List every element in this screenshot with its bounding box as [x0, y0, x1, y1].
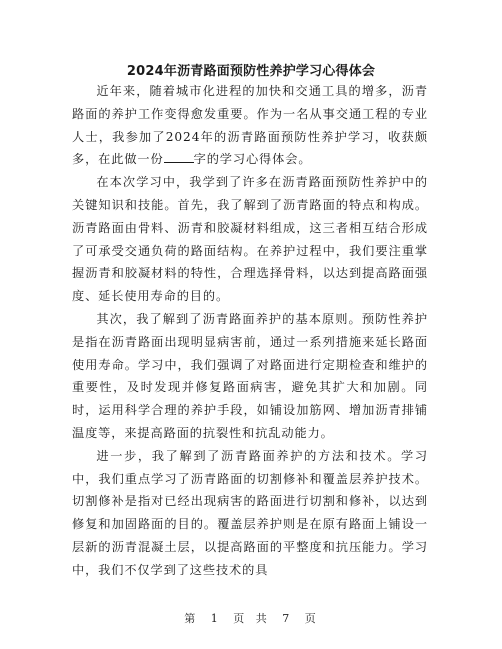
- footer-prefix: 第: [184, 612, 198, 625]
- paragraph-1-text-a: 近年来，随着城市化进程的加快和交通工具的增多，沥青路面的养护工作变得愈发重要。作为一名从事交通工程的专业人士，我参加了2024年的沥青路面预防性养护学习，收获颇多，在此做一份: [72, 84, 428, 167]
- document-body: [72, 80, 428, 582]
- paragraph-2: 在本次学习中，我学到了许多在沥青路面预防性养护中的关键知识和技能。首先，我了解到了沥青路面的特点和构成。沥青路面由骨料、沥青和胶凝材料组成，这三者相互结合形成了可承受交通负荷的路面结构。在养护过程中，我们要注重掌握沥青和胶凝材料的特性，合理选择骨料，以达到提高路面强度、延长使用寿命的目的。: [72, 175, 428, 304]
- page-footer: [0, 610, 502, 626]
- footer-middle: 页 共: [233, 612, 269, 625]
- paragraph-4: 进一步，我了解到了沥青路面养护的方法和技术。学习中，我们重点学习了沥青路面的切割修补和覆盖层养护技术。切割修补是指对已经出现病害的路面进行切割和修补，以达到修复和加固路面的目的。覆盖层养护则是在原有路面上铺设一层新的沥青混凝土层，以提高路面的平整度和抗压能力。学习中，我们不仅学到了这些技术的具: [72, 448, 428, 577]
- fill-in-blank: [164, 152, 194, 163]
- paragraph-1: [72, 80, 428, 171]
- footer-page-number: 1: [210, 612, 220, 625]
- footer-total-pages: 7: [282, 612, 292, 625]
- paragraph-1-text-b: 字的学习心得体会。: [193, 152, 312, 167]
- paragraph-3: 其次，我了解到了沥青路面养护的基本原则。预防性养护是指在沥青路面出现明显病害前，通过一系列措施来延长路面使用寿命。学习中，我们强调了对路面进行定期检查和维护的重要性，及时发现并修复路面病害，避免其扩大和加剧。同时，运用科学合理的养护手段，如铺设加筋网、增加沥青排铺温度等，来提高路面的抗裂性和抗乱动能力。: [72, 311, 428, 440]
- document-title: 2024年沥青路面预防性养护学习心得体会: [126, 64, 376, 79]
- footer-suffix: 页: [304, 612, 318, 625]
